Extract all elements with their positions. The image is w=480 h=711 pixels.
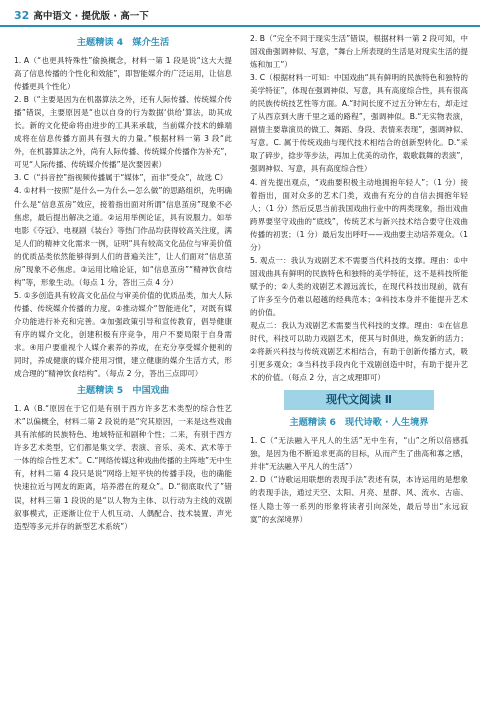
- section-banner: 现代文阅读 Ⅱ: [284, 390, 434, 410]
- answer-paragraph: 1. C（“无法融入平凡人的生活”无中生有，“山”之所以倍感孤独，是因为他不断追求更高的目标，从而产生了曲高和寡之感，并非“无法融入平凡人的生活”）: [250, 436, 468, 472]
- section-title-chinese-opera: 主题精读 5 中国戏曲: [76, 385, 170, 397]
- answer-paragraph: 5. 观点一：我认为戏剧艺术不需要当代科技的支撑。理由：①中国戏曲具有鲜明的民族特色和独特的美学特征，这不是科技所能赋予的；②人类的戏剧艺术源远流长，在现代科技出现前，就有了许多至今仍难以超越的经典范本；③科技本身并不能提升艺术的价值。: [250, 255, 468, 317]
- answer-paragraph: 2. D（“诗歌运用联想的表现手法”表述有误，本诗运用的是想象的表现手法，通过天空、太阳、月亮、星群、风、流水、古庙、怪人隐士等一系列的形象将读者引向深处，最后导出“永远寂寞”的玄深境界）: [250, 475, 468, 524]
- section-title-modern-poetry: 主题精读 6 现代诗歌 · 人生境界: [289, 417, 429, 429]
- header-rule: [0, 25, 480, 27]
- answer-paragraph: 观点二：我认为戏剧艺术需要当代科技的支撑。理由：①在信息时代，科技可以助力戏剧艺术，使其与时俱进，焕发新的活力；②将新兴科技与传统戏剧艺术相结合，有助于创新传播方式，吸引更多观众；③当科技手段内化于戏剧创造中时，有助于提升艺术的价值。（每点 2 分，言之成理即可）: [250, 321, 468, 383]
- answer-paragraph: 3. C（“抖音控”指视频传播属于“媒体”，而非“受众”，故选 C）: [14, 173, 228, 183]
- answer-paragraph: 4. 首先提出观点，“戏曲要积极主动地拥抱年轻人”；（1 分）接着指出，面对众多的艺术门类，戏曲有充分的自信去拥抱年轻人；（1 分）然后反思当前我国戏曲行业中的两类现象，指出戏曲跨界要坚守戏曲的“底线”，传统艺术与新兴技术结合要守住戏曲传播的初衷；（1 分）最后发出呼吁——戏曲要主动培养观众。（1 分）: [250, 177, 468, 252]
- running-title: 高中语文 · 提优版 · 高一下: [33, 11, 149, 22]
- answer-paragraph: 4. ①材料一按照“是什么—为什么—怎么做”的思路组织，先明确什么是“信息茧房”效应，接着指出面对所谓“信息茧房”现象不必焦虑，最后提出解决之道。②运用举例论证，具有说服力。如举电影《夺冠》、电视剧《装台》等热门作品均获得较高关注度，满足人们的精神文化需求一例，证明“具有较高文化品位与审美价值的优质品类依然能够得到人们的普遍关注”，让人们面对“信息茧房”现象不必焦虑。③运用比喻论证，如“信息茧房”“精神饮食结构”等，形象生动。（每点 1 分，答出三点 4 分）: [14, 186, 232, 287]
- answer-paragraph: 3. C（根据材料一可知：中国戏曲“具有鲜明的民族特色和独特的美学特征”，体现在强调神似、写意，具有高度综合性，具有很高的民族传统技艺性等方面。A.“时间长度不过五分钟左右，却走过了从西京到大唐千里之遥的路程”，强调神似。B.“无实物表演，剧情主要靠演员的做工、舞蹈、身段、表情来表现”，强调神似、写意。C. 属于传统戏曲与现代技术相结合的创新型转化。D.“采取了碎步，捻步等步法，再加上优美的动作，载歌载舞的表演”，强调神似、写意，具有高度综合性）: [250, 73, 468, 174]
- page-number: 32: [14, 8, 30, 22]
- answer-paragraph: 5. ①多创造具有较高文化品位与审美价值的优质品类，加大人际传播、传统媒介传播的力度。②推动媒介“智能进化”，对既有媒介功能进行补充和完善。③加强政策引导和宣传教育，倡导健康有序的媒介文化，创建积极有序竞争，用户不要局限于自身需求。④用户要重视个人媒介素养的养成，在充分享受媒介便利的同时，养成健康的媒介使用习惯，建立健康的媒介生活方式，形成合理的“精神饮食结构”。（每点 2 分，答出三点即可）: [14, 290, 232, 379]
- answer-paragraph: 2. B（“主要是因为在机器算法之外，还有人际传播、传统媒介传播”错误，主要原因是“也以自身的行为数据‘供给’算法，助其成长。新的文化使命将由进步的工具来承载，当前媒介技术的蜂端成将在信息传播方面具有强大的力量。”根据材料一第 3 段“此外，在机器算法之外，尚有人际传播、传统媒介传播作为补充”，可见“人际传播、传统媒介传播”是次要因素）: [14, 95, 232, 170]
- answer-paragraph: 2. B（“完全不同于现实生活”错误，根据材料一第 2 段可知，中国戏曲强调神似、写意，“舞台上所表现的生活是对现实生活的提炼和加工”）: [250, 34, 468, 70]
- right-column: [250, 32, 468, 526]
- section-title-media-life: 主题精读 4 媒介生活: [76, 37, 170, 48]
- left-column: [14, 32, 232, 533]
- answer-paragraph: 1. A（“也更具特殊性”偷换概念，材料一第 1 段是说“这大大提高了信息传播的个性化和效能”，即智能媒介的广泛运用，让信息传播更具个性化）: [14, 56, 232, 92]
- answer-paragraph: 1. A（B.“原因在于它们是有别于西方许多艺术类型的综合性艺术”以偏概全，材料二第 2 段说的是“究其原因，一来是这些戏曲具有浓郁的民族特色、地域特征和剧种个性；二来，有别于西方许多艺术类型，它们都是集文学、表演、音乐、美术、武术等于一体的综合性艺术”。C.“网络传媒这种戏曲传播的主阵地”无中生有，材料二第 4 段只是说“网络上短平快的传播手段，也的确能快速拉近与网友的距离，培养潜在的观众”。D.“彻底取代了”错误，材料三第 1 段说的是“以人物为主体、以行动为主线的戏剧叙事模式，正逐渐让位于人机互动、人偶配合、技术装置、声光造型等多元并存的新型艺术系统”）: [14, 404, 232, 531]
